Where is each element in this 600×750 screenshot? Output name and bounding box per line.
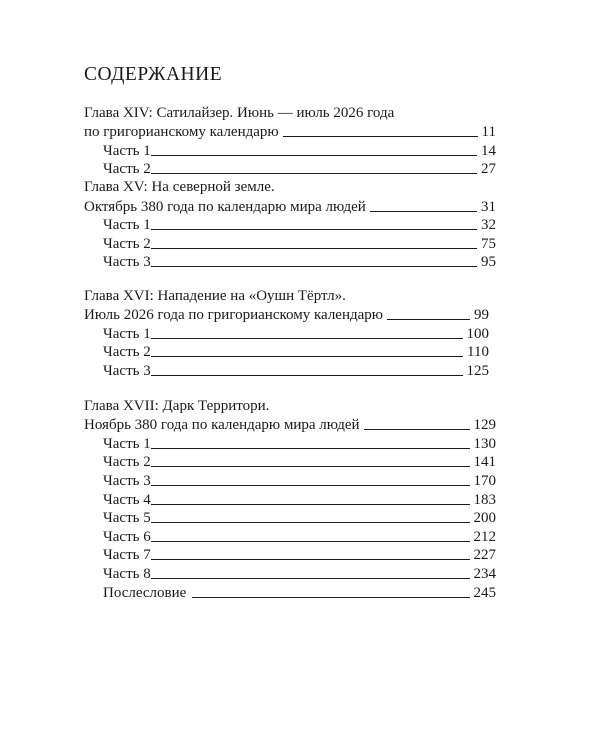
part-label: Часть 3	[103, 362, 151, 379]
part-label: Часть 5	[103, 510, 151, 527]
leader-line	[151, 266, 477, 267]
page-number: 227	[473, 547, 496, 564]
leader-line	[151, 559, 470, 560]
leader-line	[151, 522, 470, 523]
chapter-subheading: по григорианскому календарю	[84, 124, 279, 141]
leader-line	[151, 173, 477, 174]
chapter-entry[interactable]	[84, 416, 496, 435]
leader-line	[151, 448, 470, 449]
part-label: Часть 8	[103, 565, 151, 582]
leader-line	[283, 136, 478, 137]
chapter-subheading: Ноябрь 380 года по календарю мира людей	[84, 417, 360, 434]
page-number: 75	[481, 235, 496, 252]
part-entry[interactable]	[84, 234, 496, 253]
part-label: Часть 2	[103, 454, 151, 471]
page-number: 234	[473, 565, 496, 582]
chapter-subheading: Июль 2026 года по григорианскому календарю	[84, 307, 383, 324]
part-entry[interactable]	[84, 564, 496, 583]
chapter-heading: Глава XVI: Нападение на «Оушн Тёртл».	[84, 288, 346, 304]
chapter-heading: Глава XVII: Дарк Территори.	[84, 398, 270, 414]
chapter-heading: Глава XV: На северной земле.	[84, 179, 275, 196]
page-number: 27	[481, 161, 496, 178]
part-label: Часть 3	[103, 254, 151, 271]
part-label: Часть 2	[103, 344, 151, 361]
page-number: 130	[473, 435, 496, 452]
chapter-subheading: Октябрь 380 года по календарю мира людей	[84, 198, 366, 215]
page-number: 31	[481, 198, 496, 215]
leader-line	[151, 485, 470, 486]
chapter-heading: Глава XIV: Сатилайзер. Июнь — июль 2026 года	[84, 105, 395, 121]
toc-chapter-17	[84, 397, 496, 602]
afterword-entry[interactable]	[84, 583, 496, 602]
leader-line	[151, 504, 470, 505]
leader-line	[151, 356, 463, 357]
part-entry[interactable]	[84, 490, 496, 509]
page-number: 170	[473, 472, 496, 489]
part-entry[interactable]	[84, 509, 496, 528]
chapter-entry[interactable]	[84, 197, 496, 216]
part-label: Часть 1	[103, 325, 151, 342]
toc-title: СОДЕРЖАНИЕ	[84, 64, 223, 85]
toc-chapter-14	[84, 104, 496, 271]
chapter-entry[interactable]	[84, 123, 496, 142]
page-number: 110	[467, 344, 489, 361]
leader-line	[151, 466, 470, 467]
leader-line	[151, 541, 470, 542]
leader-line	[151, 375, 463, 376]
leader-line	[151, 578, 470, 579]
page-number: 14	[481, 142, 496, 159]
page-number: 32	[481, 217, 496, 234]
page-number: 141	[473, 454, 496, 471]
part-label: Часть 6	[103, 528, 151, 545]
page-number: 129	[473, 417, 496, 434]
leader-line	[370, 211, 477, 212]
leader-line	[151, 338, 463, 339]
part-entry[interactable]	[84, 141, 496, 160]
part-label: Часть 7	[103, 547, 151, 564]
part-label: Часть 1	[103, 217, 151, 234]
page-number: 95	[481, 254, 496, 271]
part-entry[interactable]	[84, 324, 489, 343]
part-label: Часть 2	[103, 161, 151, 178]
part-label: Часть 2	[103, 235, 151, 252]
leader-line	[151, 155, 477, 156]
part-label: Часть 1	[103, 435, 151, 452]
part-entry[interactable]	[84, 546, 496, 565]
page-number: 212	[473, 528, 496, 545]
part-entry[interactable]	[84, 471, 496, 490]
page-number: 125	[466, 362, 489, 379]
part-label: Часть 4	[103, 491, 151, 508]
part-label: Часть 1	[103, 142, 151, 159]
part-entry[interactable]	[84, 160, 496, 179]
page-number: 99	[474, 307, 489, 324]
part-label: Послесловие	[103, 584, 187, 601]
chapter-entry[interactable]	[84, 306, 489, 325]
page-number: 183	[473, 491, 496, 508]
part-entry[interactable]	[84, 216, 496, 235]
leader-line	[151, 248, 477, 249]
part-entry[interactable]	[84, 343, 489, 362]
page-number: 245	[473, 584, 496, 601]
part-entry[interactable]	[84, 253, 496, 272]
page-number: 11	[481, 124, 496, 141]
part-entry[interactable]	[84, 527, 496, 546]
leader-line	[364, 429, 470, 430]
page-number: 200	[473, 510, 496, 527]
leader-line	[192, 597, 469, 598]
part-entry[interactable]	[84, 361, 489, 380]
part-entry[interactable]	[84, 434, 496, 453]
toc-chapter-16	[84, 287, 489, 380]
leader-line	[151, 229, 477, 230]
leader-line	[387, 319, 470, 320]
page-number: 100	[466, 325, 489, 342]
part-entry[interactable]	[84, 453, 496, 472]
part-label: Часть 3	[103, 472, 151, 489]
